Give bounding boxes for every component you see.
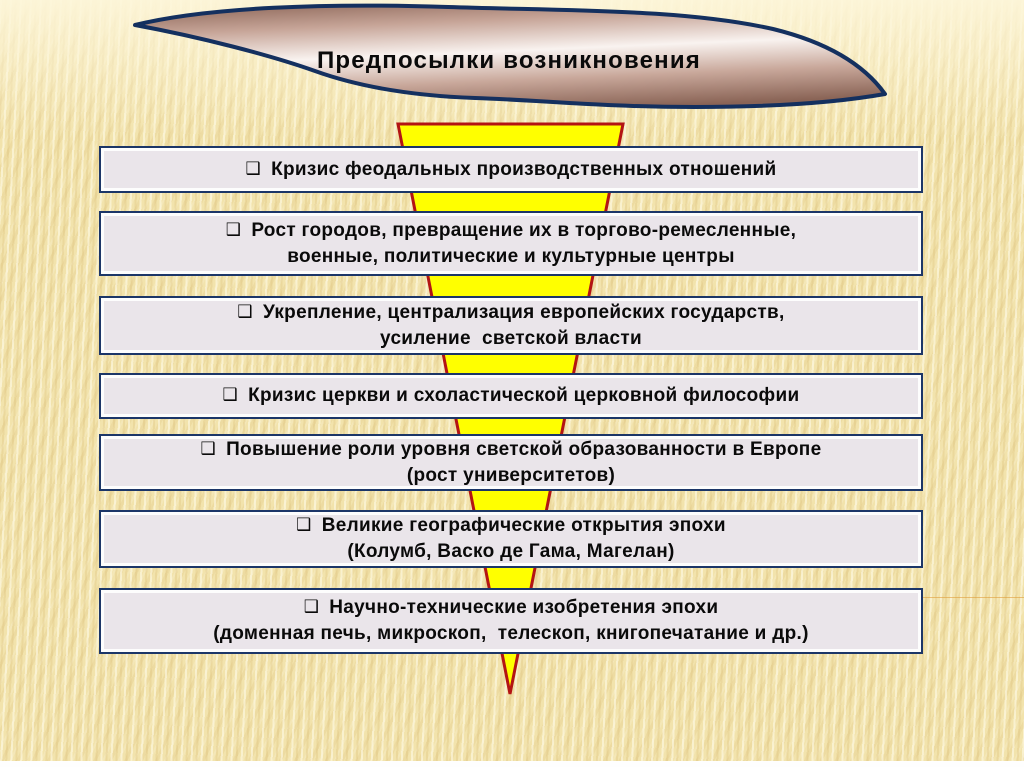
reason-line [201, 437, 822, 463]
reason-box-2 [99, 211, 923, 276]
background-guide-line [923, 597, 1024, 598]
reason-box-1 [99, 146, 923, 193]
reason-text: Великие географические открытия эпохи [321, 515, 726, 536]
reason-line [296, 513, 726, 539]
reason-box-6 [99, 510, 923, 568]
reason-box-5 [99, 434, 923, 491]
reason-text-line2: (доменная печь, микроскоп, телескоп, книгопечатание и др.) [213, 623, 809, 644]
reason-line [237, 300, 784, 326]
checkbox-bullet-icon: ❑ [222, 385, 239, 404]
reason-box-7 [99, 588, 923, 654]
reason-line [246, 157, 777, 183]
reason-text-line2: усиление светской власти [380, 327, 642, 349]
checkbox-bullet-icon: ❑ [200, 438, 217, 458]
reason-text: Научно-технические изобретения эпохи [329, 597, 719, 618]
reason-text: Кризис церкви и схоластической церковной философии [248, 385, 800, 406]
reason-text: Укрепление, централизация европейских государств, [262, 301, 785, 323]
checkbox-bullet-icon: ❑ [296, 515, 312, 534]
checkbox-bullet-icon: ❑ [237, 301, 253, 321]
reason-text: Повышение роли уровня светской образованности в Европе [226, 438, 822, 460]
reason-box-4 [99, 373, 923, 419]
reason-box-3 [99, 296, 923, 355]
reason-text-line2: военные, политические и культурные центры [287, 245, 735, 267]
slide-title: Предпосылки возникновения [316, 47, 702, 74]
reason-line [223, 383, 800, 409]
checkbox-bullet-icon: ❑ [303, 597, 320, 616]
reason-text-line2: (рост университетов) [406, 464, 616, 486]
checkbox-bullet-icon: ❑ [245, 158, 262, 178]
reason-text: Рост городов, превращение их в торгово-ремесленные, [251, 219, 797, 241]
reason-line [226, 218, 796, 244]
reason-line [304, 595, 719, 621]
bottom-white-strip [0, 761, 1024, 767]
checkbox-bullet-icon: ❑ [225, 219, 242, 239]
reason-text-line2: (Колумб, Васко де Гама, Магелан) [347, 541, 675, 562]
reason-text: Кризис феодальных производственных отношений [271, 158, 777, 180]
